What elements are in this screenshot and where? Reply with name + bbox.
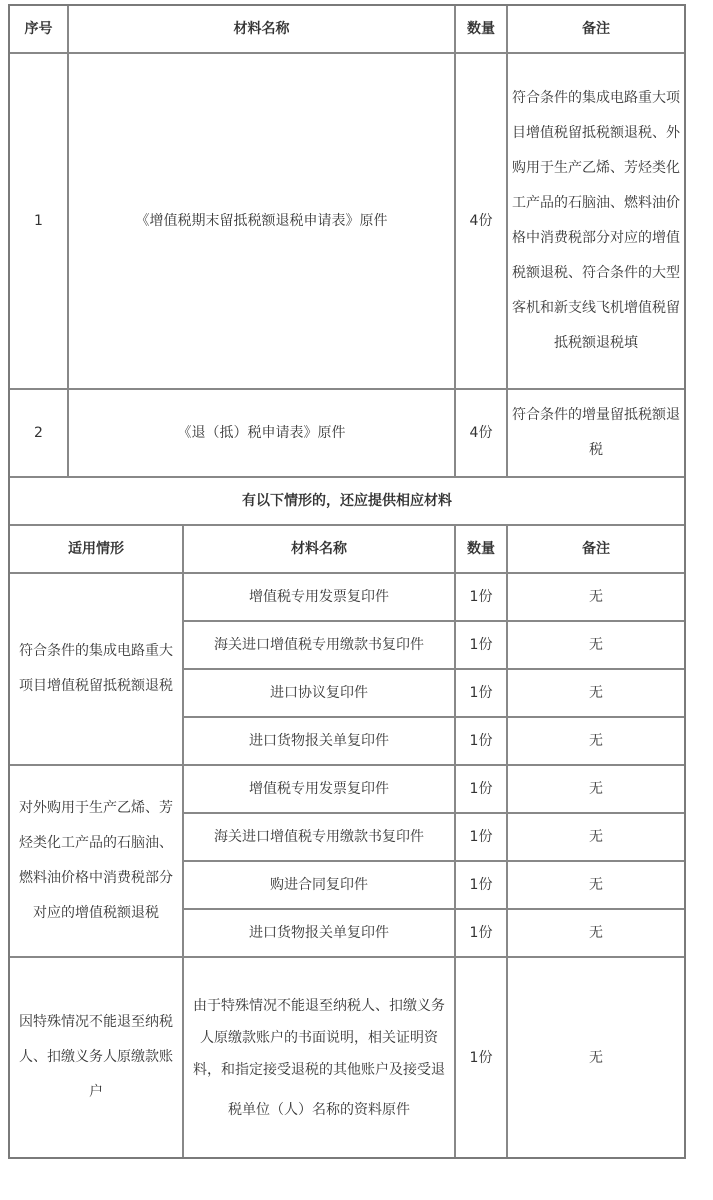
group-2-item-2-qty: 1份: [469, 829, 493, 845]
group-1-situation: 符合条件的集成电路重大项目增值税留抵税额退税: [19, 643, 173, 694]
group-2-item-3-qty: 1份: [469, 877, 493, 893]
group-2-item-1-qty: 1份: [469, 781, 493, 797]
group-1-item-2-note: 无: [589, 637, 603, 653]
group-2-item-1-name: 增值税专用发票复印件: [249, 781, 389, 797]
group-3-situation: 因特殊情况不能退至纳税人、扣缴义务人原缴款账户: [19, 1014, 173, 1100]
group-2-item-4-note: 无: [589, 925, 603, 941]
header-seq: 序号: [24, 21, 53, 37]
row-1-note: 符合条件的集成电路重大项目增值税留抵税额退税、外购用于生产乙烯、芳烃类化工产品的石脑油、燃料油价格中消费税部分对应的增值税额退税、符合条件的大型客机和新支线飞机增值税留抵税额退税填: [512, 90, 680, 351]
group-1-item-1-qty: 1份: [469, 589, 493, 605]
group-1-item-1-note: 无: [589, 589, 603, 605]
group-2-item-1-note: 无: [589, 781, 603, 797]
materials-table: [8, 4, 686, 1159]
group-1-item-4-qty: 1份: [469, 733, 493, 749]
row-2-name: 《退（抵）税申请表》原件: [177, 425, 346, 441]
group-1-item-4-note: 无: [589, 733, 603, 749]
row-1-name: 《增值税期末留抵税额退税申请表》原件: [135, 213, 388, 229]
header-note: 备注: [582, 21, 610, 37]
group-1-item-2-qty: 1份: [469, 637, 493, 653]
group-1-item-1-name: 增值税专用发票复印件: [249, 589, 389, 605]
group-3-item-1-name: 由于特殊情况不能退至纳税人、扣缴义务人原缴款账户的书面说明，相关证明资料，和指定接受退税的其他账户及接受退: [193, 997, 445, 1078]
group-2-situation: 对外购用于生产乙烯、芳烃类化工产品的石脑油、燃料油价格中消费税部分对应的增值税额退税: [19, 800, 173, 921]
group-1-item-3-note: 无: [589, 685, 603, 701]
group-1-item-3-qty: 1份: [469, 685, 493, 701]
group-2-item-3-note: 无: [589, 877, 603, 893]
group-2-item-4-name: 进口货物报关单复印件: [249, 925, 389, 941]
header-material-name: 材料名称: [233, 21, 290, 37]
group-1-item-2-name: 海关进口增值税专用缴款书复印件: [214, 637, 424, 653]
group-3-item-1-name-cell: [184, 958, 454, 1157]
group-1-item-4-name: 进口货物报关单复印件: [249, 733, 389, 749]
header-quantity: 数量: [467, 21, 495, 37]
row-2-note: 符合条件的增量留抵税额退税: [512, 407, 680, 458]
row-1-seq: 1: [34, 213, 43, 229]
section-title: 有以下情形的，还应提供相应材料: [242, 493, 452, 509]
subheader-quantity: 数量: [467, 541, 495, 557]
group-2-item-2-note: 无: [589, 829, 603, 845]
subheader-note: 备注: [582, 541, 610, 557]
group-2-item-2-name: 海关进口增值税专用缴款书复印件: [214, 829, 424, 845]
group-3-item-1-name-extra: 税单位（人）名称的资料原件: [228, 1101, 410, 1118]
group-3-item-1-qty: 1份: [469, 1049, 493, 1066]
group-2-item-3-name: 购进合同复印件: [270, 877, 368, 893]
row-1-qty: 4份: [469, 213, 493, 229]
group-3-item-1-note: 无: [589, 1049, 603, 1066]
row-2-seq: 2: [34, 425, 43, 441]
subheader-situation: 适用情形: [68, 541, 124, 557]
group-1-item-3-name: 进口协议复印件: [270, 685, 368, 701]
group-2-item-4-qty: 1份: [469, 925, 493, 941]
subheader-material-name: 材料名称: [291, 541, 347, 557]
row-2-qty: 4份: [469, 425, 493, 441]
